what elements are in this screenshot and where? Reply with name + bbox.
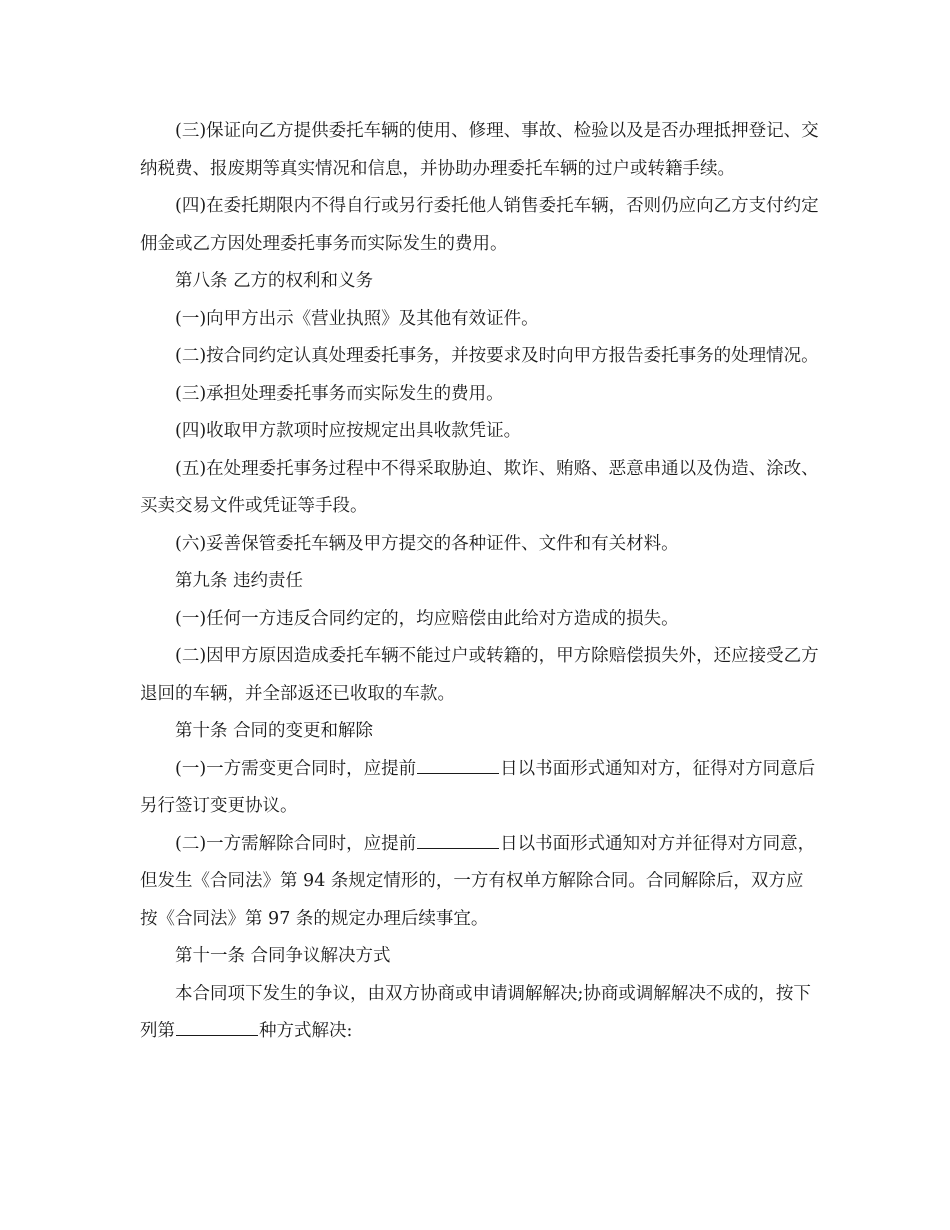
paragraph-text: (二)一方需解除合同时，应提前 — [175, 833, 417, 854]
heading-text: 第十条 合同的变更和解除 — [175, 721, 374, 741]
paragraph-text: (三)承担处理委托事务而实际发生的费用。 — [175, 383, 504, 404]
clause-item-5-no-fraud — [140, 451, 820, 526]
clause-item-1-change-contract — [140, 751, 820, 826]
clause-item-4-issue-receipt — [140, 413, 820, 451]
paragraph-text: (二)按合同约定认真处理委托事务，并按要求及时向甲方报告委托事务的处理情况。 — [175, 346, 819, 366]
clause-item-2-terminate-contract — [140, 826, 820, 939]
paragraph-text: 日以书面形式通知对方并征得对方同意，但发生《合同法》第 94 条规定情形的，一方有权单方解除合同。合同解除后，双方应按《合同法》第 97 条的规定办理后续事宜。 — [140, 833, 816, 929]
clause-item-2-refund — [140, 638, 820, 713]
paragraph-text: (四)收取甲方款项时应按规定出具收款凭证。 — [175, 421, 522, 441]
days-blank-field[interactable] — [417, 847, 499, 849]
dispute-resolution-paragraph — [140, 976, 820, 1051]
paragraph-text: (一)一方需变更合同时，应提前 — [175, 758, 417, 779]
clause-item-6-safekeeping — [140, 526, 820, 564]
paragraph-text: (六)妥善保管委托车辆及甲方提交的各种证件、文件和有关材料。 — [175, 533, 679, 554]
paragraph-text: (二)因甲方原因造成委托车辆不能过户或转籍的，甲方除赔偿损失外，还应接受乙方退回的车辆，并全部返还已收取的车款。 — [140, 646, 819, 704]
paragraph-text: (五)在处理委托事务过程中不得采取胁迫、欺诈、贿赂、恶意串通以及伪造、涂改、买卖交易文件或凭证等手段。 — [140, 458, 819, 516]
paragraph-text: 日以书面形式通知对方，征得对方同意后另行签订变更协议。 — [140, 758, 816, 816]
article-9-heading — [140, 563, 820, 601]
paragraph-text: (一)向甲方出示《营业执照》及其他有效证件。 — [175, 308, 539, 329]
paragraph-text: (四)在委托期限内不得自行或另行委托他人销售委托车辆，否则仍应向乙方支付约定佣金或乙方因处理委托事务而实际发生的费用。 — [140, 196, 819, 254]
clause-item-2-handle-affairs — [140, 338, 820, 376]
article-11-heading — [140, 938, 820, 976]
paragraph-text: 种方式解决: — [259, 1021, 353, 1041]
document-page — [140, 113, 820, 1051]
clause-item-4-no-self-sale — [140, 188, 820, 263]
clause-item-3-guarantee-info — [140, 113, 820, 188]
paragraph-text: 本合同项下发生的争议，由双方协商或申请调解解决;协商或调解解决不成的，按下列第 — [140, 983, 811, 1041]
clause-item-3-bear-costs — [140, 376, 820, 414]
days-blank-field[interactable] — [417, 772, 499, 774]
article-10-heading — [140, 713, 820, 751]
clause-item-1-show-license — [140, 301, 820, 339]
heading-text: 第十一条 合同争议解决方式 — [175, 946, 391, 966]
article-8-heading — [140, 263, 820, 301]
heading-text: 第九条 违约责任 — [175, 571, 304, 591]
clause-item-1-compensation — [140, 601, 820, 639]
paragraph-text: (一)任何一方违反合同约定的，均应赔偿由此给对方造成的损失。 — [175, 608, 679, 629]
heading-text: 第八条 乙方的权利和义务 — [175, 271, 374, 291]
paragraph-text: (三)保证向乙方提供委托车辆的使用、修理、事故、检验以及是否办理抵押登记、交纳税费、报废期等真实情况和信息，并协助办理委托车辆的过户或转籍手续。 — [140, 121, 819, 179]
method-number-blank-field[interactable] — [176, 1034, 258, 1036]
